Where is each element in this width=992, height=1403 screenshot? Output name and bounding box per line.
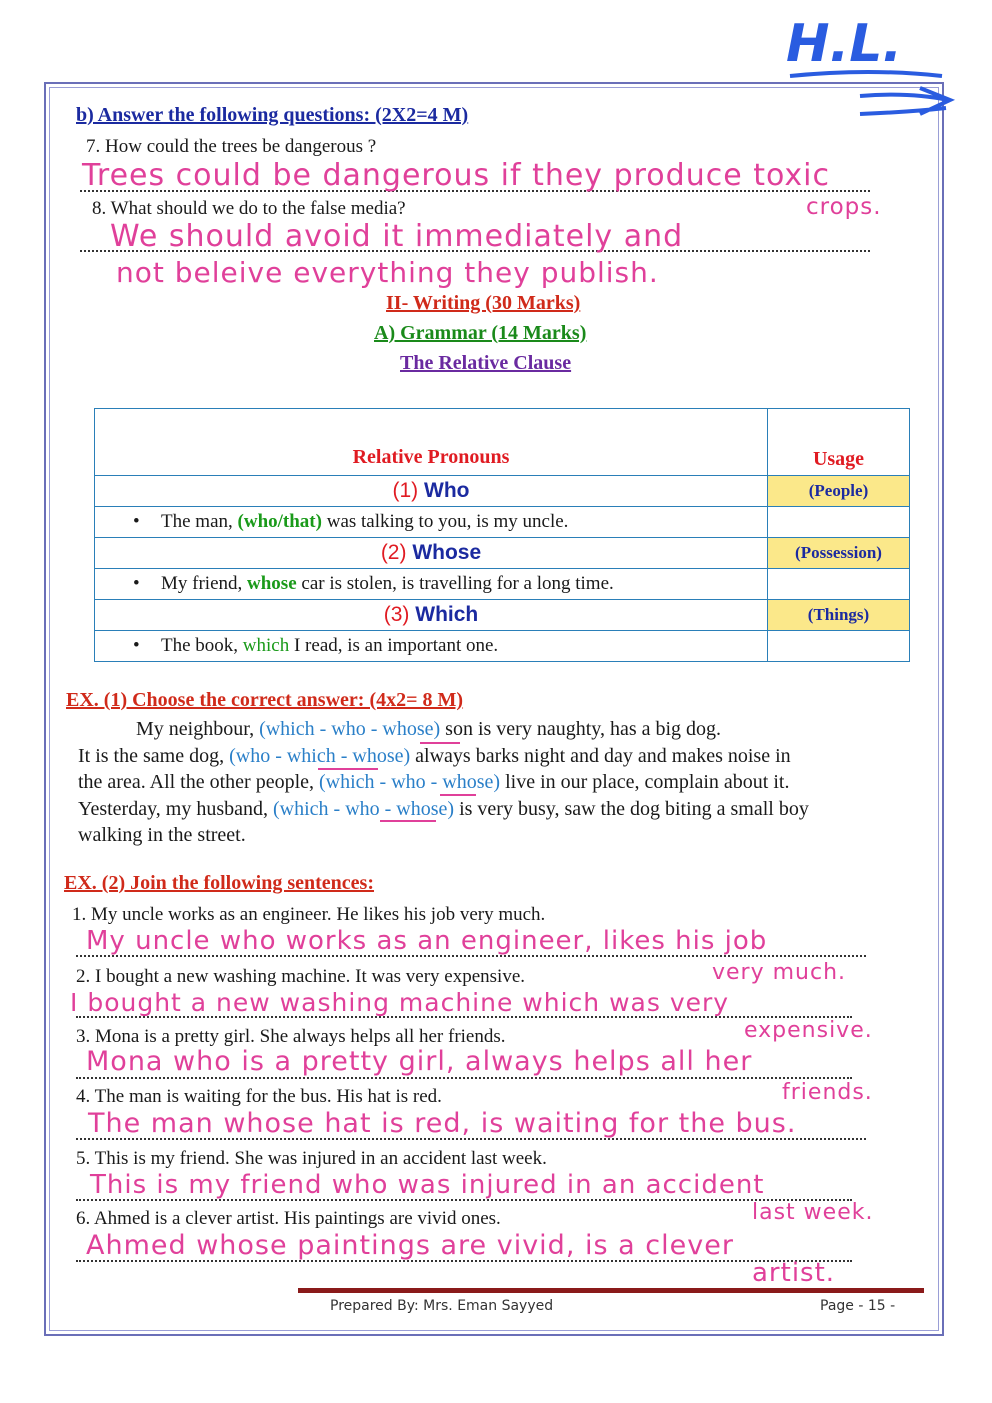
ex2-answer-2: I bought a new washing machine which was very [70,988,730,1017]
ex2-answer-1: My uncle who works as an engineer, likes his job [86,926,768,956]
ex1-line: Yesterday, my husband, (which - who - whose) is very busy, saw the dog biting a small boy [78,797,809,820]
ex1-heading: EX. (1) Choose the correct answer: (4x2= 8 M) [66,689,464,711]
writing-title: II- Writing (30 Marks) [386,292,581,314]
ex1-paragraph [78,716,928,849]
header-usage: Usage [768,409,910,476]
grammar-title: A) Grammar (14 Marks) [374,322,587,344]
ex2-prompt-3: 3. Mona is a pretty girl. She always helps all her friends. [76,1026,506,1047]
arrow-scribble-icon [770,62,960,132]
answer-underline [420,742,460,744]
footer-page-number: Page - 15 - [820,1298,896,1314]
ex2-heading: EX. (2) Join the following sentences: [64,872,374,894]
ex1-line: the area. All the other people, (which - who - whose) live in our place, complain about it. [78,771,790,793]
ex2-answer-5: This is my friend who was injured in an accident [90,1170,765,1200]
footer-prepared-by: Prepared By: Mrs. Eman Sayyed [330,1298,554,1314]
answer-underline [440,794,476,796]
pronoun-which: (3) Which [95,600,768,631]
relative-pronouns-table [94,408,910,662]
ex2-answer-4: The man whose hat is red, is waiting for the bus. [88,1108,797,1139]
footer-rule [298,1288,924,1293]
usage-possession: (Possession) [768,538,910,569]
ex2-answer-3: Mona who is a pretty girl, always helps all her [86,1046,753,1077]
answer-line [76,1077,852,1079]
example-which: • The book, which I read, is an important one. [95,631,768,662]
ex2-answer-2-cont: expensive. [744,1018,873,1043]
example-who: • The man, (who/that) was talking to you, is my uncle. [95,507,768,538]
ex2-answer-3-cont: friends. [782,1080,873,1105]
section-b-heading: b) Answer the following questions: (2X2=4 M) [76,104,469,126]
pronoun-who: (1) Who [95,476,768,507]
answer-8-line2: not beleive everything they publish. [116,256,659,289]
ex2-answer-5-cont: last week. [752,1200,874,1225]
ex2-prompt-6: 6. Ahmed is a clever artist. His paintings are vivid ones. [76,1208,501,1229]
ex2-prompt-4: 4. The man is waiting for the bus. His hat is red. [76,1086,442,1107]
usage-things: (Things) [768,600,910,631]
header-relative-pronouns: Relative Pronouns [95,409,768,476]
ex2-prompt-2: 2. I bought a new washing machine. It was very expensive. [76,966,526,987]
example-whose: • My friend, whose car is stolen, is travelling for a long time. [95,569,768,600]
topic-title: The Relative Clause [400,352,572,374]
answer-7-line1: Trees could be dangerous if they produce toxic [82,158,830,193]
question-8: 8. What should we do to the false media? [92,198,406,219]
ex2-prompt-1: 1. My uncle works as an engineer. He likes his job very much. [72,904,546,925]
pronoun-whose: (2) Whose [95,538,768,569]
usage-people: (People) [768,476,910,507]
ex2-answer-6: Ahmed whose paintings are vivid, is a clever [86,1230,734,1261]
ex1-line: It is the same dog, (who - which - whose) always barks night and day and makes noise in [78,744,791,767]
ex1-line: My neighbour, (which - who - whose) son is very naughty, has a big dog. [136,718,722,740]
ex2-prompt-5: 5. This is my friend. She was injured in an accident last week. [76,1148,547,1169]
ex2-answer-1-cont: very much. [712,960,847,985]
answer-underline [318,768,378,770]
ex1-line: walking in the street. [78,824,246,846]
answer-7-line2: crops. [806,194,882,220]
ex2-answer-6-cont: artist. [752,1258,836,1288]
question-7: 7. How could the trees be dangerous ? [86,136,377,157]
answer-underline [380,820,436,822]
answer-8-line1: We should avoid it immediately and [110,219,684,254]
handwritten-tag: H.L. [786,14,903,74]
